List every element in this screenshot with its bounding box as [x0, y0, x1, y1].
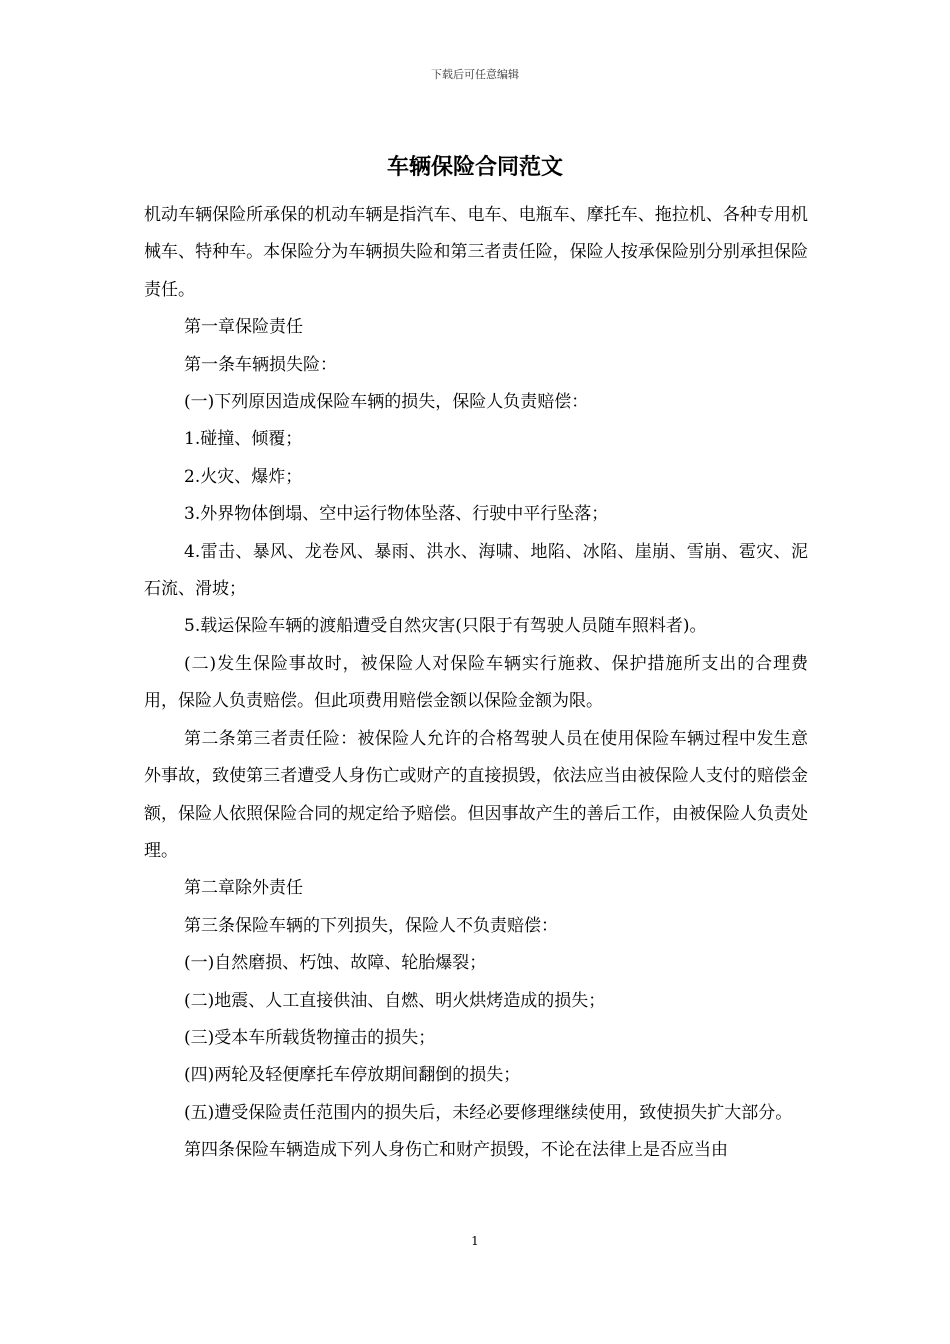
- clause-item: (五)遭受保险责任范围内的损失后，未经必要修理继续使用，致使损失扩大部分。: [184, 1102, 793, 1123]
- list-item: 2.火灾、爆炸；: [184, 466, 303, 487]
- article-heading: 第三条保险车辆的下列损失，保险人不负责赔偿：: [184, 915, 558, 936]
- clause-item: (一)自然磨损、朽蚀、故障、轮胎爆裂；: [184, 953, 487, 974]
- document-title: 车辆保险合同范文: [386, 155, 563, 180]
- chapter-heading: 第一章保险责任: [184, 317, 303, 338]
- list-item: 4.雷击、暴风、龙卷风、暴雨、洪水、海啸、地陷、冰陷、崖崩、雪崩、雹灾、泥石流、滑坡；: [144, 541, 808, 600]
- clause-item: (二)地震、人工直接供油、自燃、明火烘烤造成的损失；: [184, 990, 606, 1011]
- article-heading: 第一条车辆损失险：: [184, 354, 337, 375]
- list-item: 1.碰撞、倾覆；: [184, 429, 303, 450]
- header-note: 下载后可任意编辑: [431, 68, 519, 81]
- paragraph-intro: 机动车辆保险所承保的机动车辆是指汽车、电车、电瓶车、摩托车、拖拉机、各种专用机械车、特种车。本保险分为车辆损失险和第三者责任险，保险人按承保险别分别承担保险责任。: [144, 205, 808, 300]
- list-item: 5.载运保险车辆的渡船遭受自然灾害(只限于有驾驶人员随车照料者)。: [184, 616, 707, 637]
- clause-item: (三)受本车所载货物撞击的损失；: [184, 1027, 436, 1048]
- clause-item: (二)发生保险事故时，被保险人对保险车辆实行施救、保护措施所支出的合理费用，保险人负责赔偿。但此项费用赔偿金额以保险金额为限。: [144, 653, 808, 712]
- article-paragraph: 第四条保险车辆造成下列人身伤亡和财产损毁，不论在法律上是否应当由: [184, 1140, 728, 1161]
- list-item: 3.外界物体倒塌、空中运行物体坠落、行驶中平行坠落；: [184, 504, 609, 525]
- document-body: [144, 197, 808, 1170]
- clause-item: (一)下列原因造成保险车辆的损失，保险人负责赔偿：: [184, 392, 589, 413]
- article-paragraph: 第二条第三者责任险：被保险人允许的合格驾驶人员在使用保险车辆过程中发生意外事故，致使第三者遭受人身伤亡或财产的直接损毁，依法应当由被保险人支付的赔偿金额，保险人依照保险合同的规定给予赔偿。但因事故产生的善后工作，由被保险人负责处理。: [144, 728, 808, 861]
- chapter-heading: 第二章除外责任: [184, 878, 303, 899]
- page-number: 1: [471, 1234, 479, 1248]
- clause-item: (四)两轮及轻便摩托车停放期间翻倒的损失；: [184, 1065, 521, 1086]
